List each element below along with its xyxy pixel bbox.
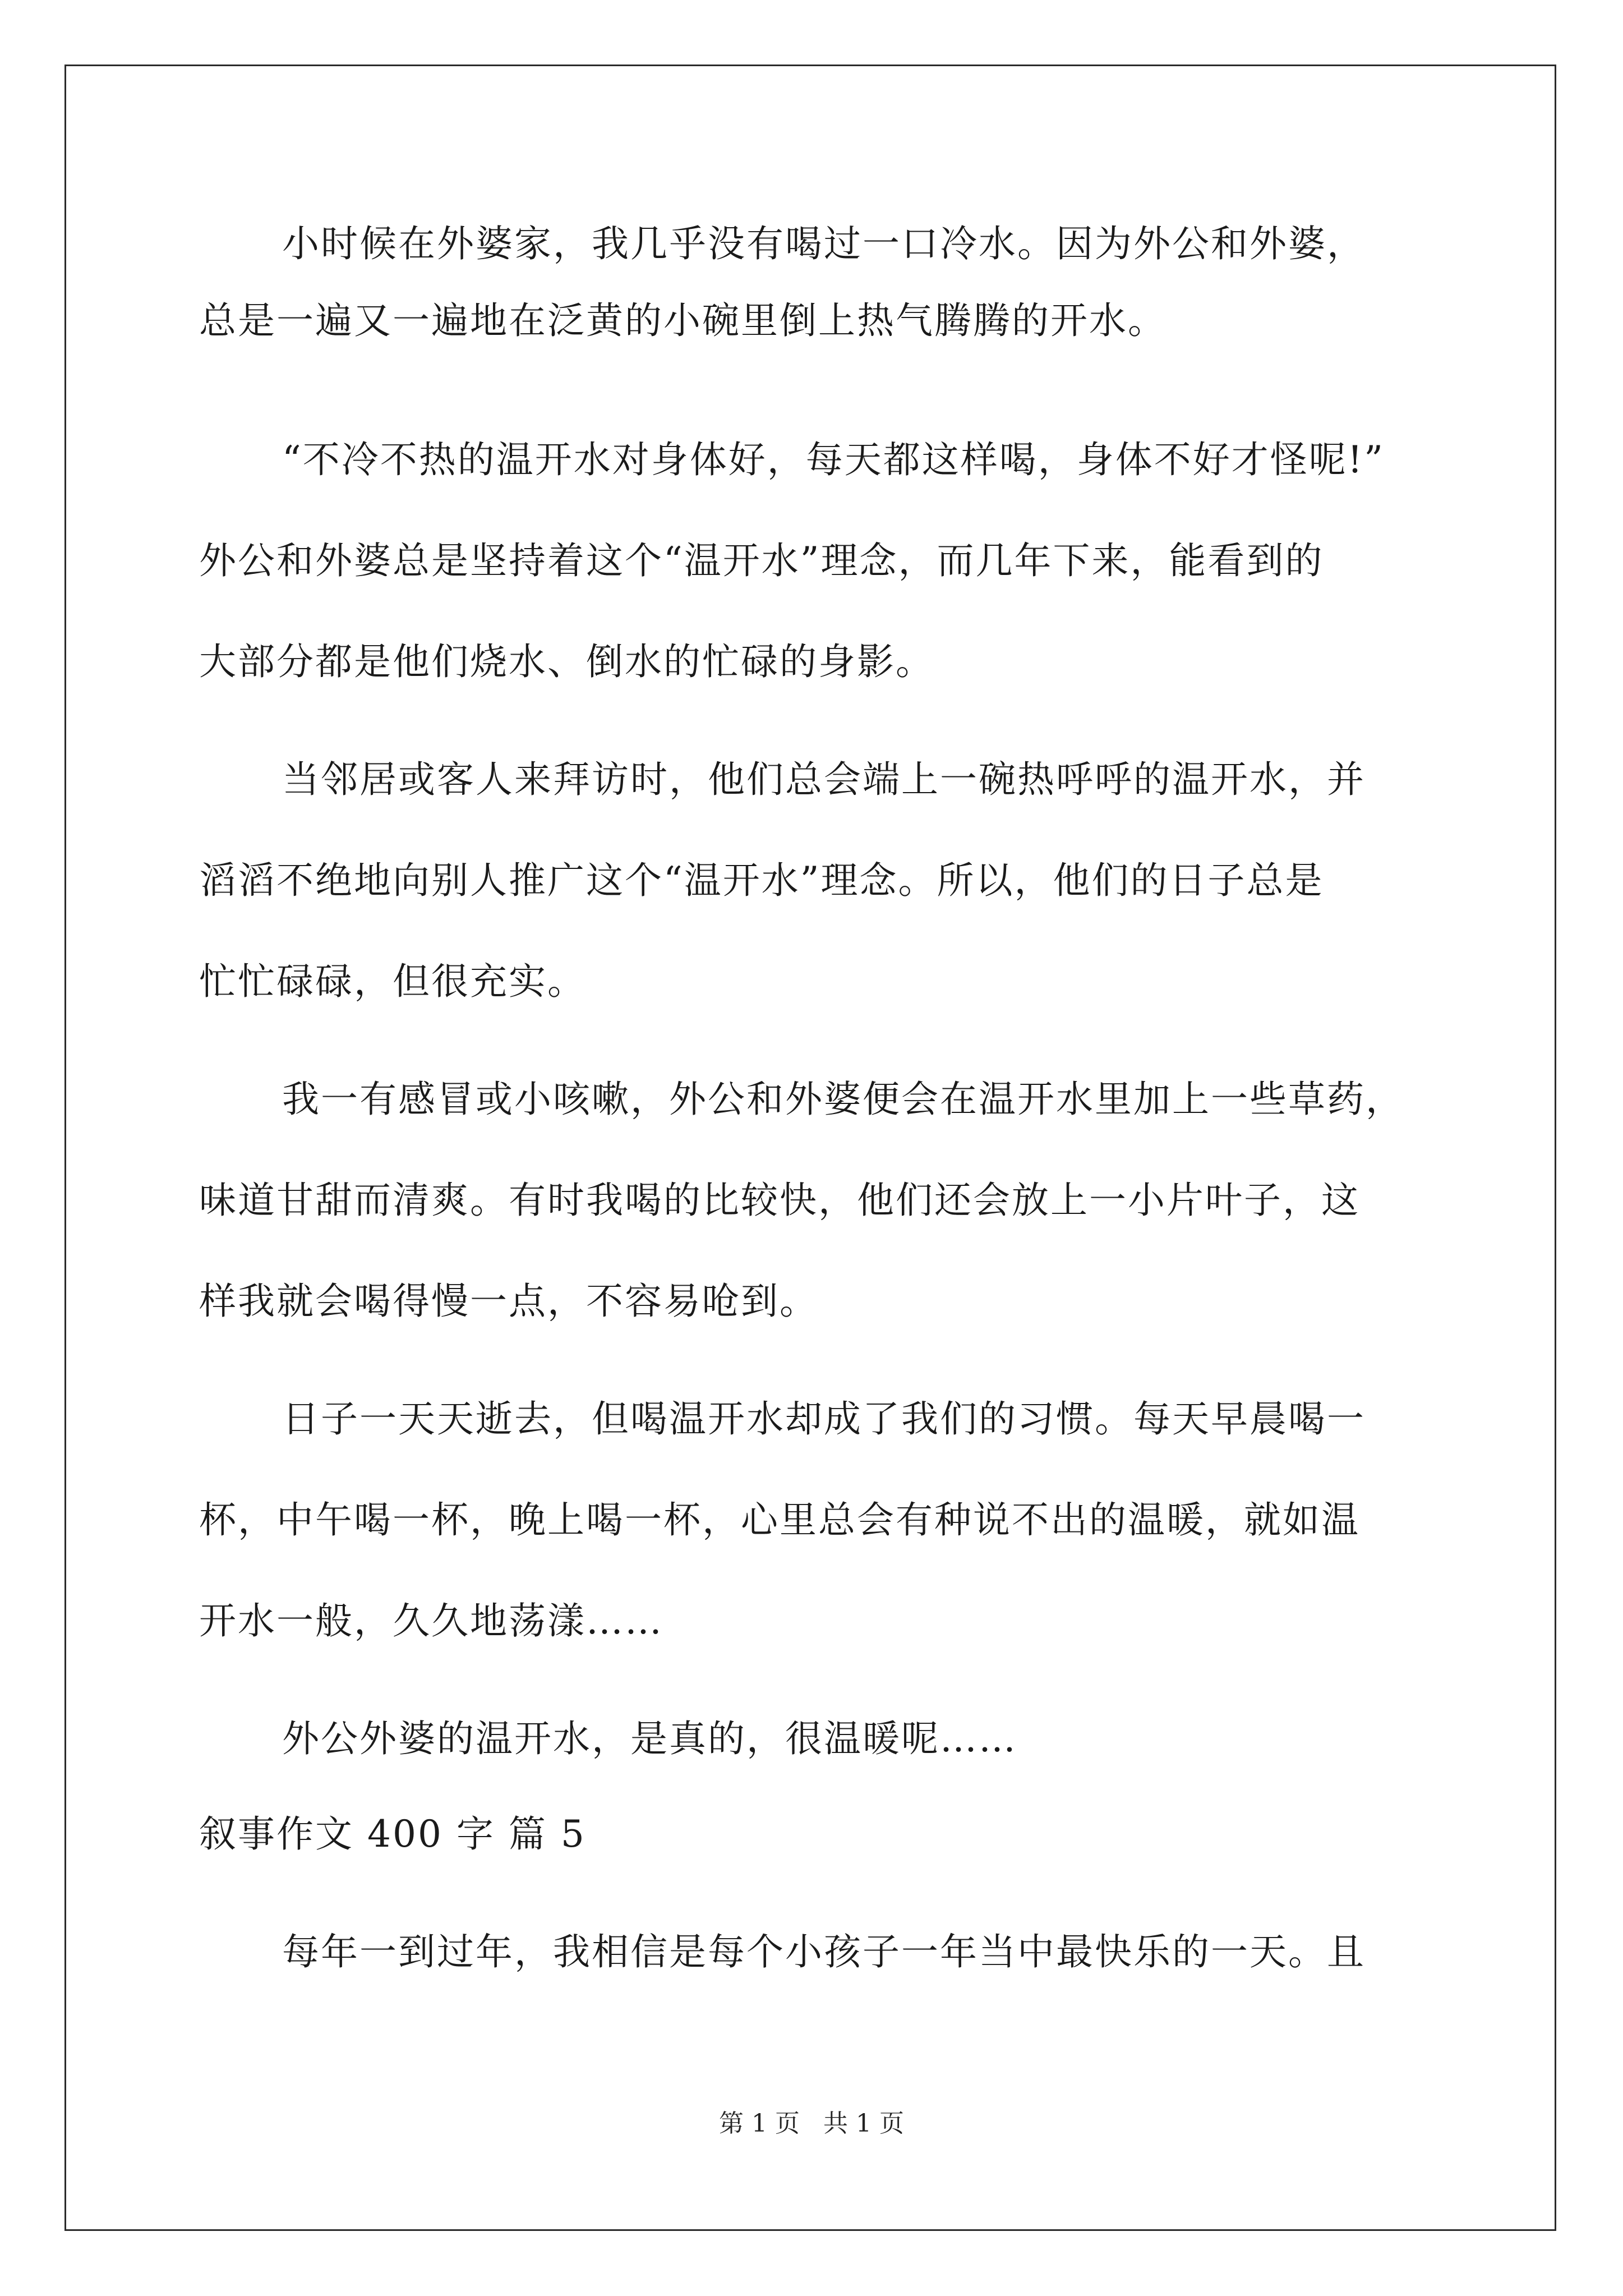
text-line-12: 日子一天天逝去，但喝温开水却成了我们的习惯。每天早晨喝一 — [282, 1397, 1366, 1441]
text-line-9: 我一有感冒或小咳嗽，外公和外婆便会在温开水里加上一些草药， — [282, 1078, 1404, 1121]
page-number: 第 1 页 共 1 页 — [719, 2109, 904, 2138]
text-line-11: 样我就会喝得慢一点，不容易呛到。 — [199, 1280, 818, 1323]
text-line-5: 大部分都是他们烧水、倒水的忙碌的身影。 — [199, 640, 934, 683]
text-line-15: 外公外婆的温开水，是真的，很温暖呢…… — [282, 1717, 1017, 1760]
text-line-8: 忙忙碌碌，但很充实。 — [199, 960, 586, 1003]
text-line-7: 滔滔不绝地向别人推广这个“温开水”理念。所以，他们的日子总是 — [199, 859, 1324, 902]
text-line-1: 小时候在外婆家，我几乎没有喝过一口冷水。因为外公和外婆， — [282, 222, 1366, 265]
text-line-13: 杯，中午喝一杯，晚上喝一杯，心里总会有种说不出的温暖，就如温 — [199, 1498, 1360, 1542]
text-line-2: 总是一遍又一遍地在泛黄的小碗里倒上热气腾腾的开水。 — [199, 299, 1166, 342]
text-line-14: 开水一般，久久地荡漾…… — [199, 1599, 663, 1642]
text-line-16: 每年一到过年，我相信是每个小孩子一年当中最快乐的一天。且 — [282, 1930, 1366, 1973]
text-line-4: 外公和外婆总是坚持着这个“温开水”理念，而几年下来，能看到的 — [199, 539, 1324, 582]
text-line-6: 当邻居或客人来拜访时，他们总会端上一碗热呼呼的温开水，并 — [282, 758, 1366, 801]
section-heading: 叙事作文 400 字 篇 5 — [199, 1812, 586, 1856]
page-border — [64, 65, 1556, 2231]
text-line-3: “不冷不热的温开水对身体好，每天都这样喝，身体不好才怪呢!” — [282, 438, 1385, 481]
text-line-10: 味道甘甜而清爽。有时我喝的比较快，他们还会放上一小片叶子，这 — [199, 1179, 1360, 1222]
